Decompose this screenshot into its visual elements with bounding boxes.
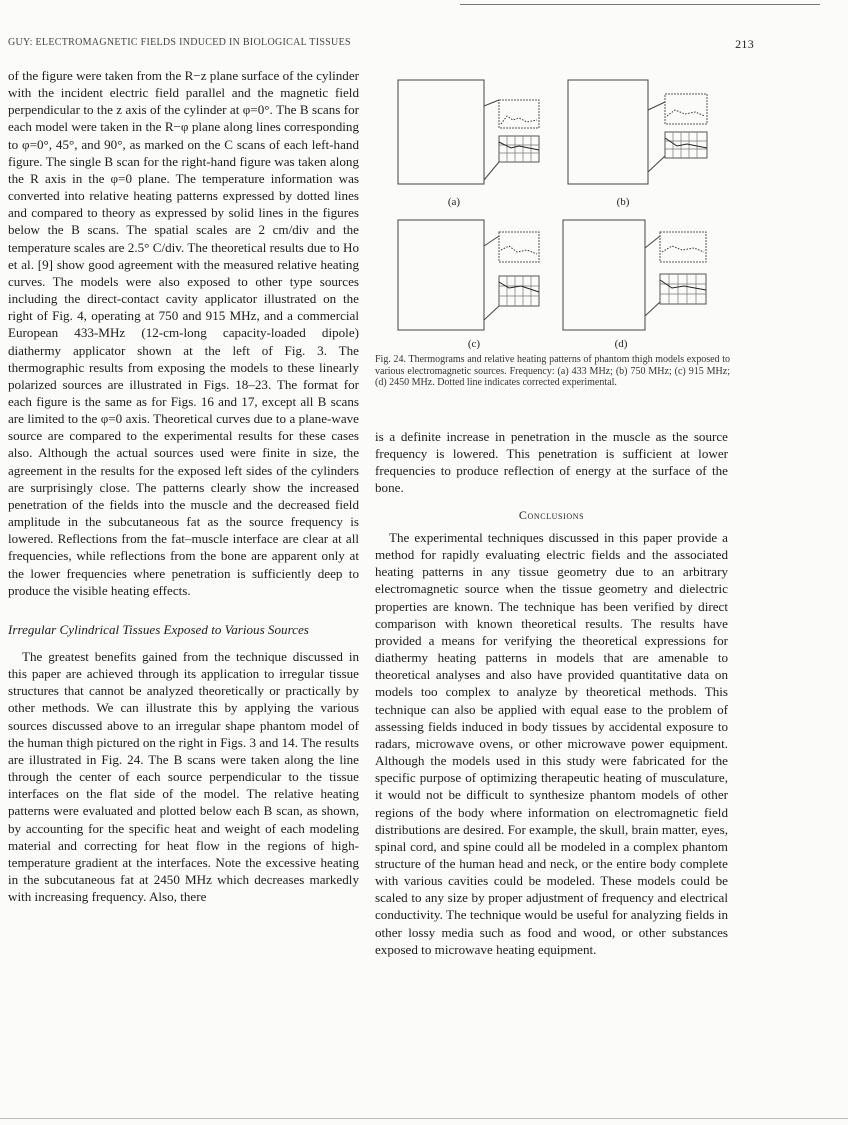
top-rule [460, 4, 820, 5]
panel-label-a: (a) [447, 196, 461, 208]
running-title: GUY: ELECTROMAGNETIC FIELDS INDUCED IN BIOLOGICAL TISSUES [8, 37, 351, 48]
figure-caption [375, 354, 730, 389]
panel-label-d: (d) [614, 338, 628, 350]
body-paragraph: The greatest benefits gained from the technique discussed in this paper are achieved through its application to irregular tissue structures that cannot be analyzed theoretically or practically by other methods. We can illustrate this by applying the various sources discussed above to an irregular shape phantom model of the human thigh pictured on the right in Figs. 3 and 14. The results are illustrated in Fig. 24. The B scans were taken along the line through the center of each source perpendicular to the tissue interfaces on the flat side of the model. The relative heating patterns were evaluated and plotted below each B scan, as shown, by accounting for the specific heat and weight of each modeling material and correcting for heat flow in the regions of high-temperature gradient at the interfaces. Note the excessive heating in the subcutaneous fat at 2450 MHz which decreases markedly with increasing frequency. Also, there [8, 649, 359, 905]
panel-label-c: (c) [467, 338, 481, 350]
panel-label-b: (b) [616, 196, 630, 208]
page-number: 213 [735, 37, 754, 51]
thermogram-panel-b [565, 76, 715, 188]
thermogram-panel-d [560, 216, 715, 334]
body-paragraph: of the figure were taken from the R−z plane surface of the cylinder with the incident electric field parallel and the magnetic field perpendicular to the z axis of the cylinder at φ=0°. The B scans for each model were taken in the R−φ plane along lines corresponding to φ=0°, 45°, and 90°, as marked on the C scans of each left-hand figure. The single B scan for the right-hand figure was taken along the R axis in the φ=0 plane. The temperature information was converted into relative heating patterns expressed by dotted lines and compared to theory as expressed by solid lines in the figures below the B scans. The spatial scales are 2 cm/div and the temperature scales are 2.5° C/div. The theoretical results due to Ho et al. [9] show good agreement with the measured relative heating curves. The models were also exposed to other type sources including the direct-contact cavity applicator illustrated on the right of Fig. 4, operating at 750 and 915 MHz, and a commercial European 433-MHz (12-cm-long capacity-loaded dipole) diathermy applicator shown at the left of Fig. 3. The thermographic results from exposing the models to these linearly polarized sources are illustrated in Figs. 18–23. The format for each figure is the same as for Figs. 16 and 17, except all B scans are limited to the φ=0 axis. Theoretical curves due to a plane-wave source are compared to the experimental results for these cases also. Although the actual sources used were finite in size, the agreement in the results for the exposed left sides of the cylinders are surprisingly close. The patterns clearly show the increased penetration of the fields into the muscle and the decreased field amplitude in the subcutaneous fat as the source frequency is lowered. Reflections from the fat–muscle interface are clear at all frequencies, while reflections from the bone are apparent only at the lower frequencies where penetration is sufficiently deep to produce the visible heating effects. [8, 68, 359, 598]
thermogram-panel-a [395, 76, 545, 188]
right-column-conclusions [375, 529, 728, 958]
subsection-heading: Irregular Cylindrical Tissues Exposed to Various Sources [8, 621, 309, 637]
section-heading: Conclusions [518, 508, 585, 522]
left-column [8, 67, 359, 905]
right-column-top [375, 428, 728, 497]
caption-text: Thermograms and relative heating patterns of phantom thigh models exposed to various electromagnetic sources. Frequency: (a) 433 MHz; (b) 750 MHz; (c) 915 MHz; (d) 2450 MHz. Dotted line indicates corrected experimental. [375, 354, 730, 389]
bottom-rule [0, 1118, 848, 1119]
thermogram-panel-c [395, 216, 545, 334]
body-paragraph: is a definite increase in penetration in the muscle as the source frequency is lowered. This penetration is sufficient at lower frequencies to produce reflection of energy at the surface of the bone. [375, 429, 728, 496]
figure-24 [375, 68, 735, 358]
caption-id: Fig. 24. [375, 354, 406, 365]
body-paragraph: The experimental techniques discussed in this paper provide a method for rapidly evaluating electric fields and the associated heating patterns in any tissue geometry due to an arbitrary electromagnetic source when the tissue geometry and dielectric properties are known. The technique has been verified by direct comparison with known theoretical results. The results have provided a means for verifying the theoretical expressions for diathermy heating patterns in models that are amenable to theoretical analyses and also have provided quantitative data on models too complex to analyze by theoretical methods. This technique can also be applied with equal ease to the problem of assessing fields induced in body tissues by accidental exposure to radars, microwave ovens, or other microwave power equipment. Although the models used in this study were fabricated for the specific purpose of optimizing therapeutic heating of musculature, it would not be difficult to synthesize phantom models of other regions of the body where information on electromagnetic field distributions are desired. For example, the skull, brain matter, eyes, spinal cord, and spine could all be modeled in a complex phantom structure of the human head and neck, or the entire body complete with various cavities could be modeled. These models could be scaled to any size by proper adjustment of frequency and electrical conductivity. The technique would be useful for analyzing fields in other lossy media such as food and wood, or other substances exposed to microwave heating equipment. [375, 530, 728, 957]
